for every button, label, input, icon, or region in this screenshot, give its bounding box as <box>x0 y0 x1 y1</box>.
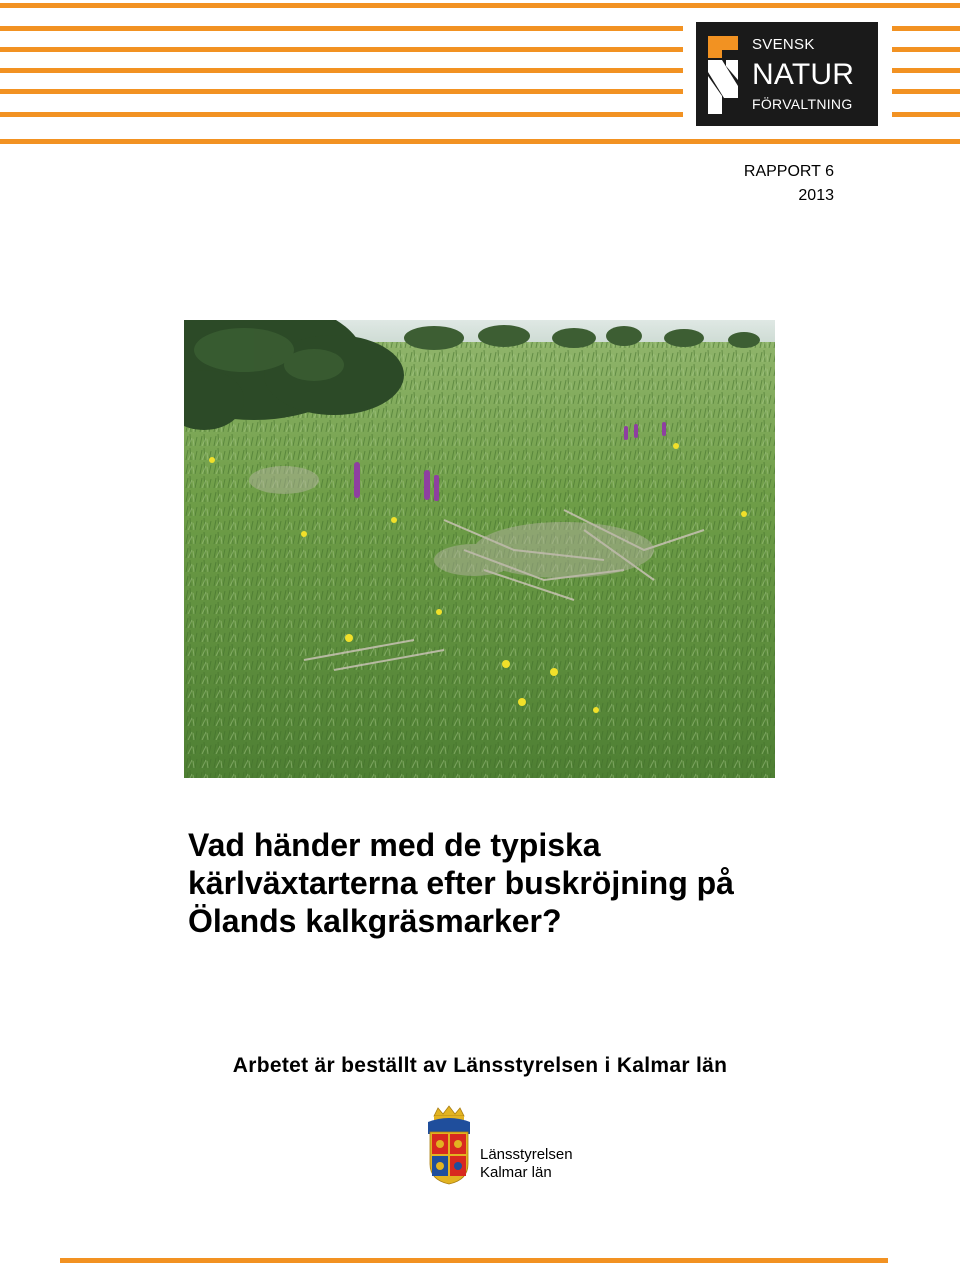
bottom-rule <box>60 1258 888 1263</box>
stripe <box>0 68 683 73</box>
coat-of-arms-icon <box>426 1104 472 1186</box>
stripe <box>0 26 683 31</box>
stripe <box>0 112 683 117</box>
report-year: 2013 <box>798 187 834 204</box>
stripe <box>892 68 960 73</box>
title-line: Ölands kalkgräsmarker? <box>188 903 562 939</box>
stripe <box>0 139 960 144</box>
stripe <box>0 47 683 52</box>
cover-photo <box>184 320 775 778</box>
commission-statement: Arbetet är beställt av Länsstyrelsen i Kalmar län <box>232 1054 728 1077</box>
logo-line-svensk: SVENSK <box>752 36 815 53</box>
logo-line-forvaltning: FÖRVALTNING <box>752 96 853 112</box>
naturforvaltning-mark-icon <box>708 36 742 114</box>
svensk-naturforvaltning-logo <box>696 22 878 126</box>
stripe <box>892 89 960 94</box>
agency-line-kalmar: Kalmar län <box>480 1164 552 1181</box>
agency-line-lansstyrelsen: Länsstyrelsen <box>480 1146 573 1163</box>
stripe <box>0 3 960 8</box>
logo-line-natur: NATUR <box>752 58 855 91</box>
agency-name <box>480 1146 573 1182</box>
report-info <box>744 160 834 208</box>
report-title <box>188 826 808 940</box>
title-line: kärlväxtarterna efter buskröjning på <box>188 865 734 901</box>
report-label: RAPPORT 6 <box>743 163 834 180</box>
title-line: Vad händer med de typiska <box>188 827 601 863</box>
stripe <box>892 26 960 31</box>
stripe <box>892 47 960 52</box>
stripe <box>0 89 683 94</box>
grassland-photo <box>184 320 775 778</box>
stripe <box>892 112 960 117</box>
